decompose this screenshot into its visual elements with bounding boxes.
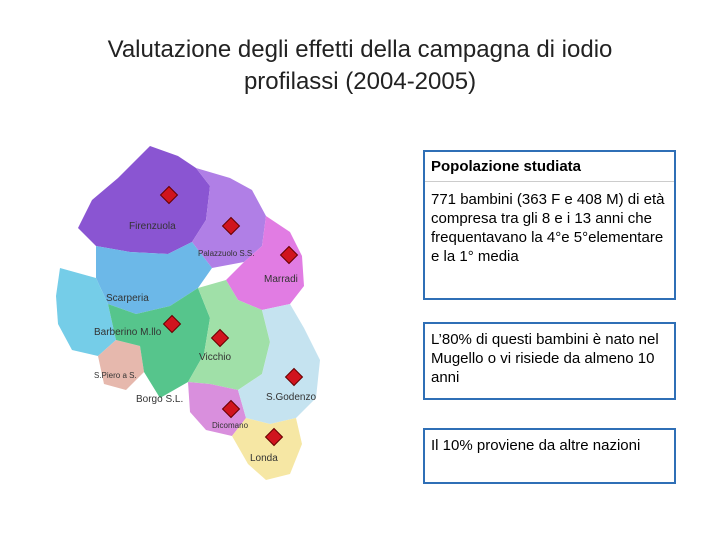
slide-title xyxy=(20,34,700,98)
map-label-vicchio: Vicchio xyxy=(199,352,232,363)
region-firenzuola xyxy=(78,146,210,254)
foreign-box xyxy=(423,428,676,484)
mugello-map xyxy=(0,128,372,508)
title-line-1: Valutazione degli effetti della campagna di iodio xyxy=(107,36,613,63)
map-label-marradi: Marradi xyxy=(264,274,298,285)
origin-box xyxy=(423,322,676,400)
map-label-scarperia: Scarperia xyxy=(106,293,149,304)
origin-text: L’80% di questi bambini è nato nel Mugello o vi risiede da almeno 10 anni xyxy=(431,331,659,386)
map-label-palazzuolo: Palazzuolo S.S. xyxy=(198,249,255,258)
map-label-firenzuola: Firenzuola xyxy=(129,221,176,232)
map-label-barberino: Barberino M.llo xyxy=(94,327,162,338)
map-label-londa: Londa xyxy=(250,453,278,464)
title-line-2: profilassi (2004-2005) xyxy=(243,68,477,95)
map-label-sgodenzo: S.Godenzo xyxy=(266,392,317,403)
map-label-borgo: Borgo S.L. xyxy=(136,394,184,405)
population-box xyxy=(423,150,676,300)
map-label-dicomano: Dicomano xyxy=(212,421,249,430)
population-text: 771 bambini (363 F e 408 M) di età compresa tra gli 8 e i 13 anni che frequentavano la 4°e 5°elementare e la 1° media xyxy=(431,191,665,265)
map-label-spiero: S.Piero a S. xyxy=(94,371,137,380)
population-heading: Popolazione studiata xyxy=(425,157,674,182)
foreign-text: Il 10% proviene da altre nazioni xyxy=(431,437,641,454)
